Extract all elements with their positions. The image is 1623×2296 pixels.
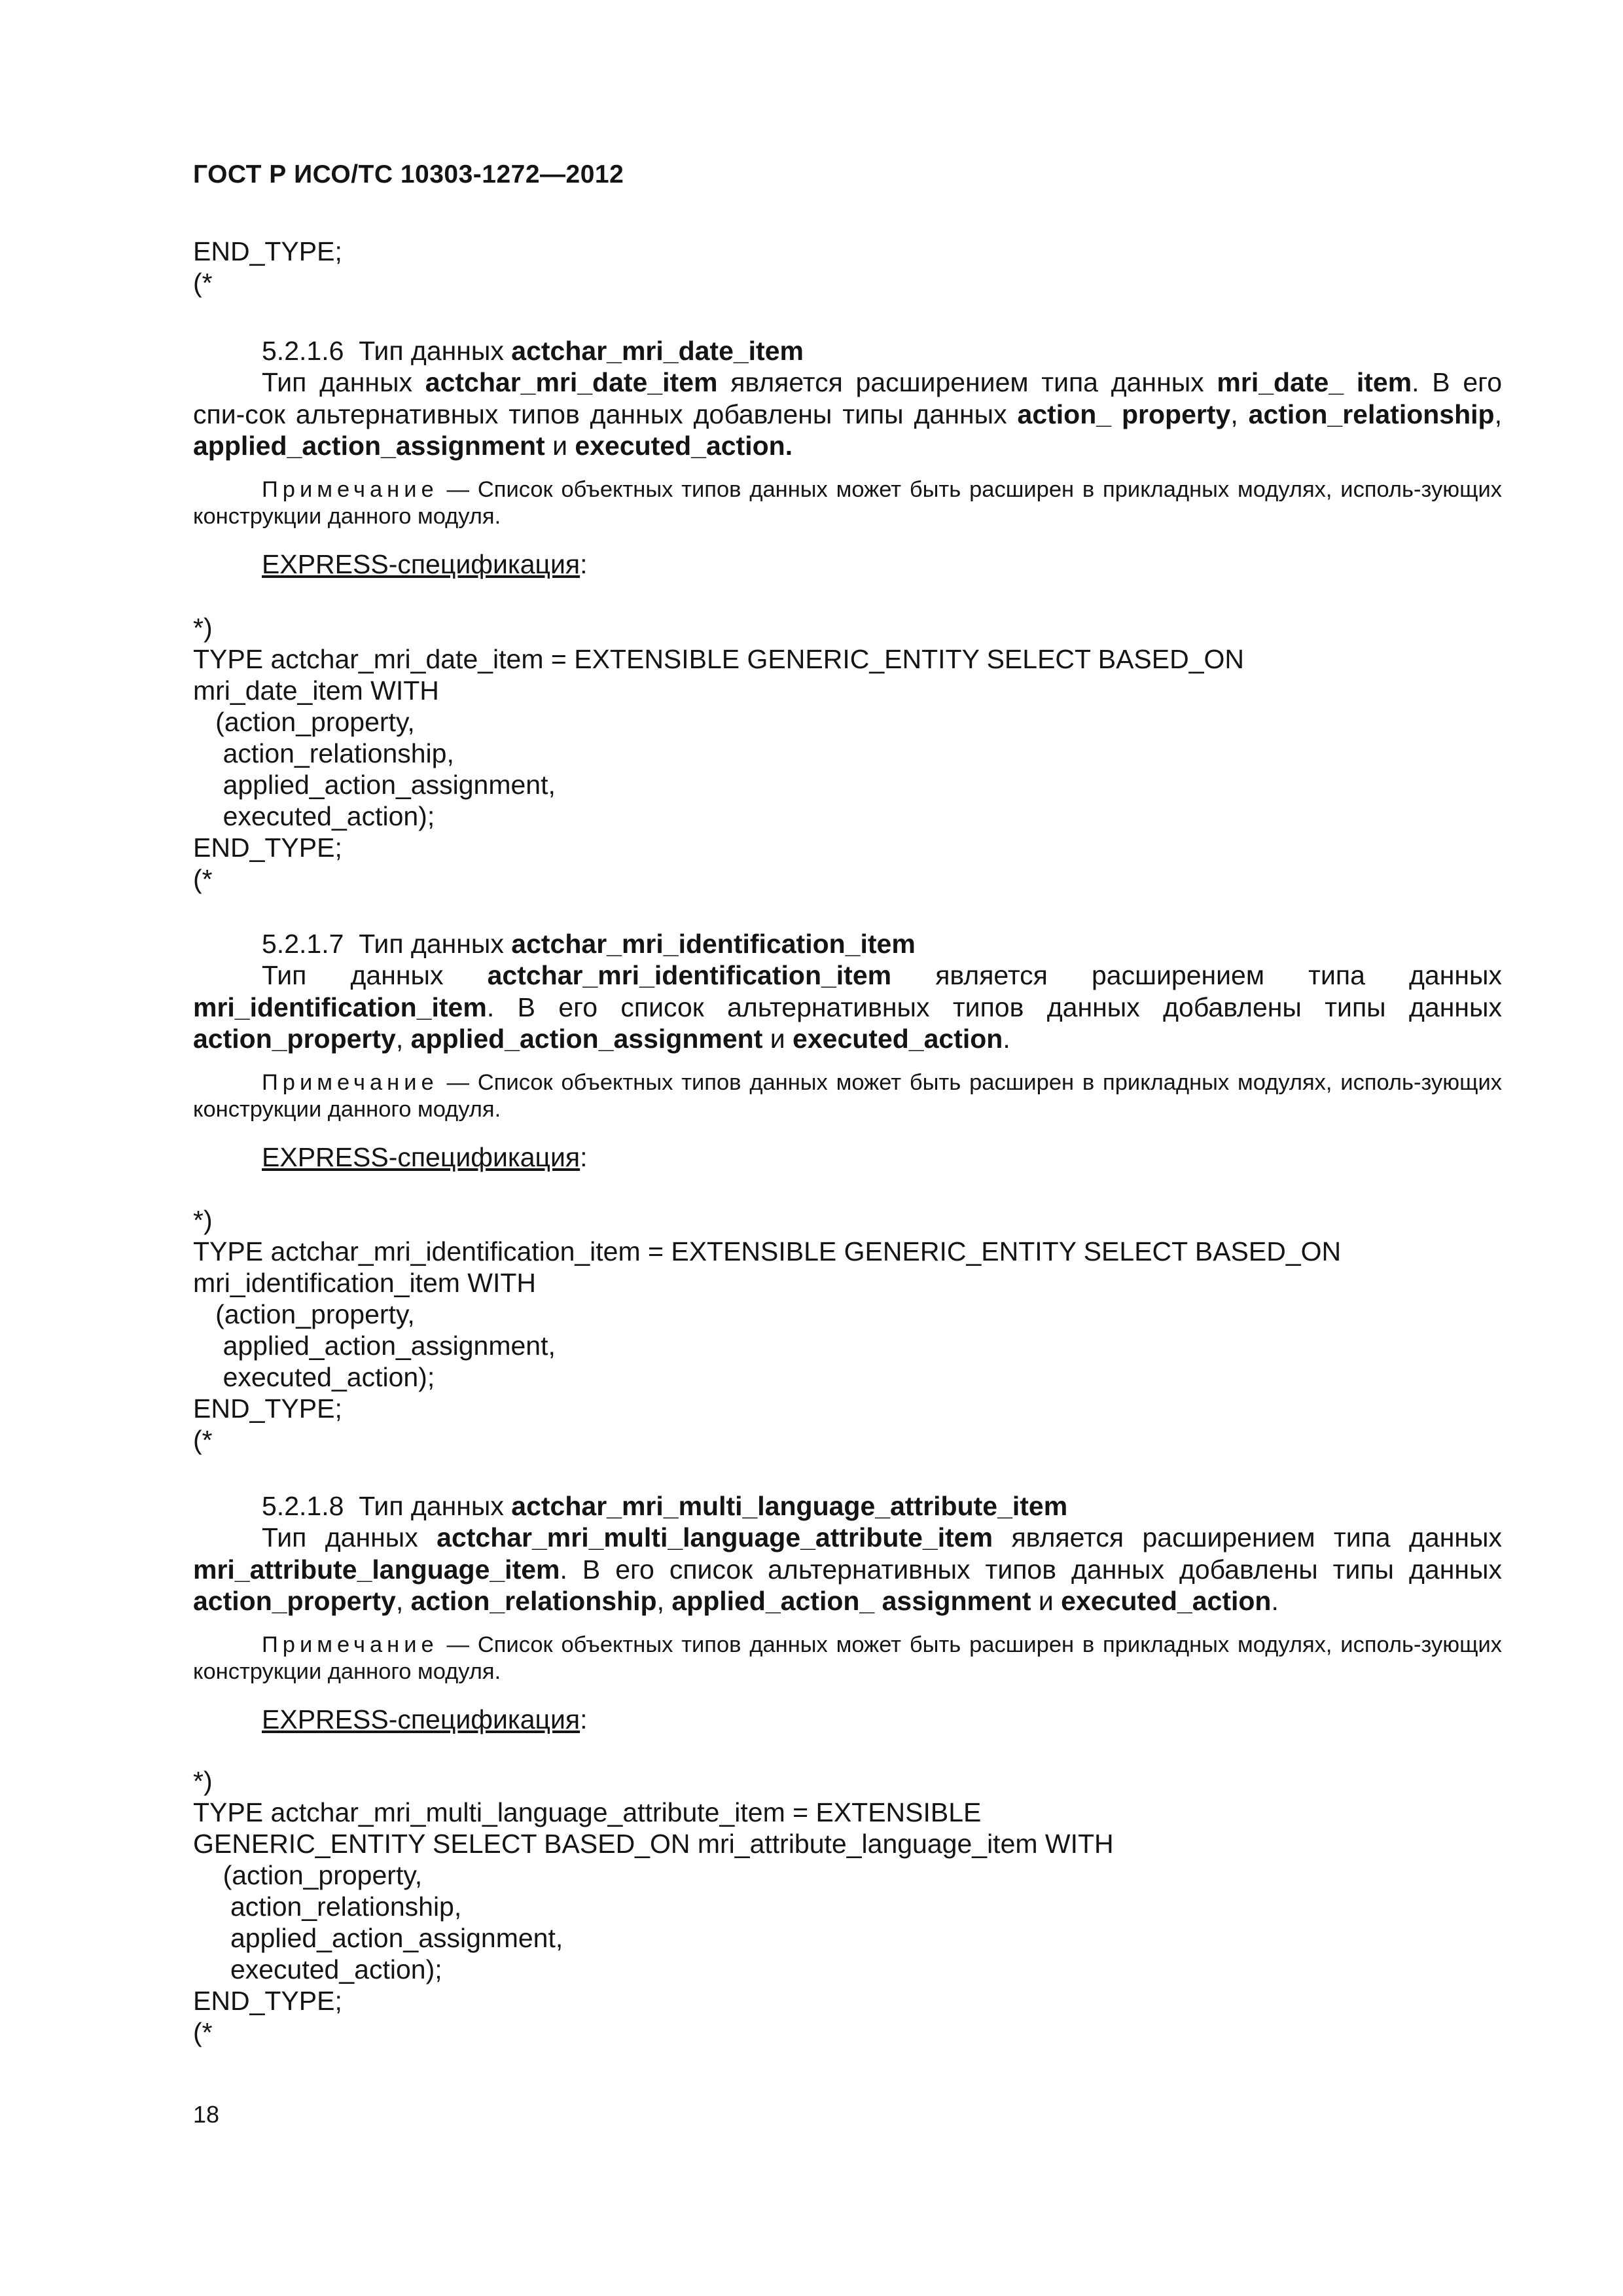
section-number: 5.2.1.7 (262, 929, 344, 959)
express-label: EXPRESS-спецификация: (262, 1142, 588, 1172)
section-paragraph: Тип данных actchar_mri_identification_item является расширением типа данных mri_identification_item. В его список альтернативных типов данных добавлены типы данных action_property, applied_action_assignment и executed_action. (193, 960, 1502, 1054)
type-name: actchar_mri_date_item (511, 336, 804, 366)
code-block-5-2-1-6: *) TYPE actchar_mri_date_item = EXTENSIBLE GENERIC_ENTITY SELECT BASED_ON mri_date_item WITH (action_property, action_relationship, applied_action_assignment, executed_action); END_TYPE; (* (193, 613, 1245, 894)
heading-prefix: Тип данных (359, 929, 512, 959)
section-heading (193, 928, 1502, 960)
express-label: EXPRESS-спецификация: (262, 1704, 588, 1734)
document-header: ГОСТ Р ИСО/ТС 10303-1272—2012 (193, 160, 624, 188)
note-label: Примечание (262, 476, 438, 502)
section-number: 5.2.1.8 (262, 1491, 344, 1521)
note (193, 1632, 1502, 1685)
note (193, 1069, 1502, 1123)
express-label: EXPRESS-спецификация: (262, 549, 588, 579)
express-link: EXPRESS-спецификация (262, 549, 580, 579)
express-link: EXPRESS-спецификация (262, 1142, 580, 1172)
section-heading (193, 335, 1502, 367)
code-block-5-2-1-8: *) TYPE actchar_mri_multi_language_attribute_item = EXTENSIBLE GENERIC_ENTITY SELECT BASED_ON mri_attribute_language_item WITH (action_property, action_relationship, applied_action_assignment, executed_action); END_TYPE; (* (193, 1766, 1114, 2047)
heading-prefix: Тип данных (359, 336, 512, 366)
section-5-2-1-8 (193, 1490, 1502, 1685)
section-number: 5.2.1.6 (262, 336, 344, 366)
note-text: — Список объектных типов данных может быть расширен в прикладных модулях, исполь-зующих конструкции данного модуля. (193, 1069, 1502, 1122)
code-block-top: END_TYPE; (* (193, 236, 342, 298)
express-link: EXPRESS-спецификация (262, 1704, 580, 1734)
type-name: actchar_mri_multi_language_attribute_item (511, 1491, 1068, 1521)
code-block-5-2-1-7: *) TYPE actchar_mri_identification_item = EXTENSIBLE GENERIC_ENTITY SELECT BASED_ON mri_identification_item WITH (action_property, applied_action_assignment, executed_action); END_TYPE; (* (193, 1205, 1342, 1455)
page-number: 18 (193, 2101, 220, 2128)
note-text: — Список объектных типов данных может быть расширен в прикладных модулях, исполь-зующих конструкции данного модуля. (193, 476, 1502, 529)
type-name: actchar_mri_identification_item (511, 929, 916, 959)
section-heading (193, 1490, 1502, 1522)
heading-prefix: Тип данных (359, 1491, 512, 1521)
section-paragraph: Тип данных actchar_mri_date_item является расширением типа данных mri_date_ item. В его спи-сок альтернативных типов данных добавлены типы данных action_ property, action_relationship, applied_action_assignment и executed_action. (193, 367, 1502, 461)
note-label: Примечание (262, 1632, 438, 1657)
section-5-2-1-7 (193, 928, 1502, 1123)
note-label: Примечание (262, 1069, 438, 1095)
note (193, 476, 1502, 530)
section-5-2-1-6 (193, 335, 1502, 530)
section-paragraph: Тип данных actchar_mri_multi_language_attribute_item является расширением типа данных mri_attribute_language_item. В его список альтернативных типов данных добавлены типы данных action_property, action_relationship, applied_action_ assignment и executed_action. (193, 1522, 1502, 1616)
note-text: — Список объектных типов данных может быть расширен в прикладных модулях, исполь-зующих конструкции данного модуля. (193, 1632, 1502, 1684)
